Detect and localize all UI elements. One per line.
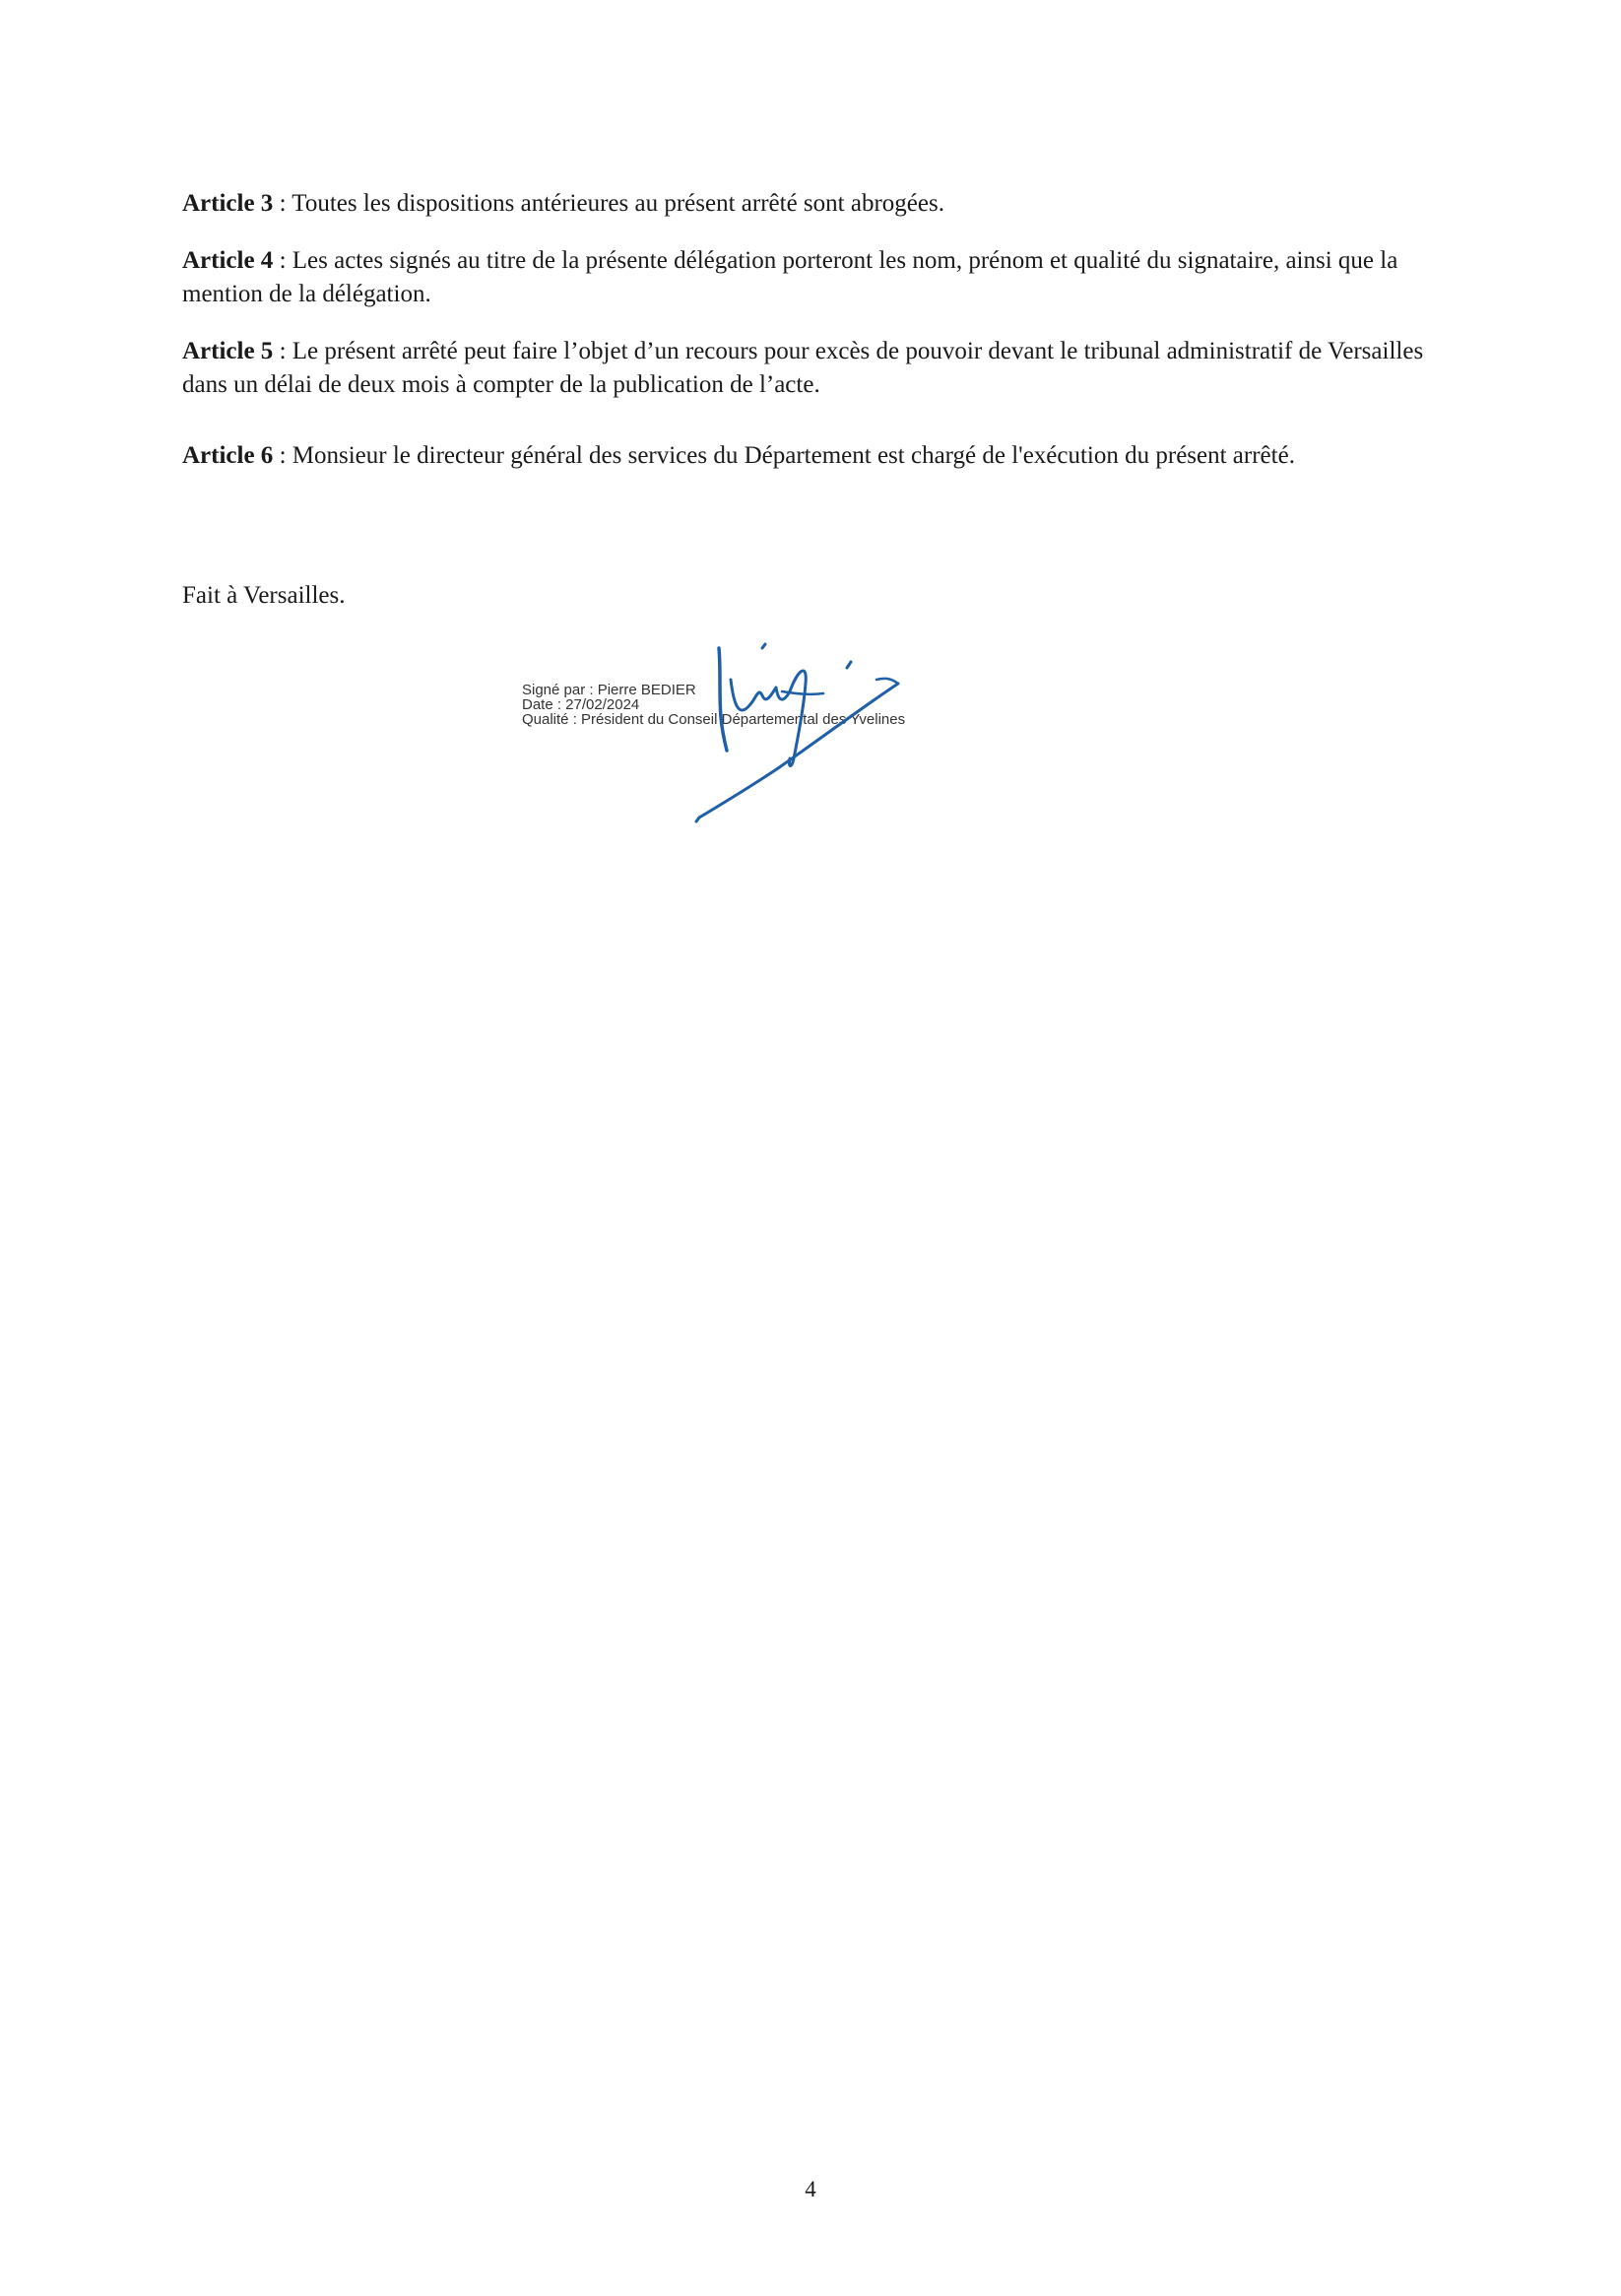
page-number: 4 [805, 2177, 816, 2201]
article-4-label: Article 4 [182, 247, 274, 274]
article-5-label: Article 5 [182, 338, 274, 364]
place-of-signature: Fait à Versailles. [182, 582, 346, 609]
handwritten-signature-icon [680, 611, 955, 827]
article-3 [182, 187, 1443, 221]
signature-date: Date : 27/02/2024 [522, 696, 640, 713]
signatory-quality: Qualité : Président du Conseil Départemental des Yvelines [522, 711, 906, 728]
article-3-label: Article 3 [182, 190, 274, 217]
article-6 [182, 439, 1443, 473]
article-4 [182, 244, 1443, 311]
article-5 [182, 335, 1443, 402]
article-3-text: : Toutes les dispositions antérieures au présent arrêté sont abrogées. [273, 190, 944, 217]
signed-by: Signé par : Pierre BEDIER [522, 682, 696, 698]
article-5-text: : Le présent arrêté peut faire l’objet d’un recours pour excès de pouvoir devant le tribunal administratif de Versailles dans un délai de deux mois à compter de la publication de l’acte. [182, 338, 1424, 398]
article-4-text: : Les actes signés au titre de la présente délégation porteront les nom, prénom et qualité du signataire, ainsi que la mention de la délégation. [182, 247, 1398, 307]
article-6-text: : Monsieur le directeur général des services du Département est chargé de l'exécution du présent arrêté. [273, 442, 1295, 469]
article-6-label: Article 6 [182, 442, 274, 469]
